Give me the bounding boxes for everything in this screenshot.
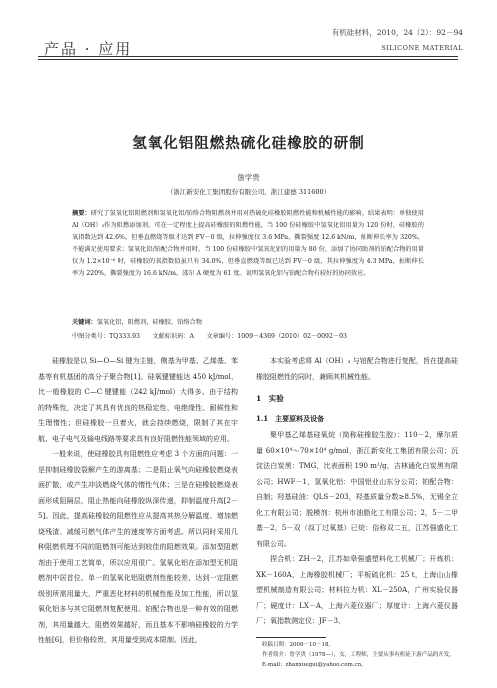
- abstract: [72, 208, 424, 280]
- article-number: 文章编号：1009－4369（2010）02－0092－03: [206, 333, 347, 340]
- abstract-label: 摘要：: [72, 210, 91, 217]
- keywords: [72, 317, 424, 326]
- journal-english-name: SILICONE MATERIAL: [381, 44, 463, 52]
- subsection-heading: 1.1 主要原料及设备: [256, 413, 325, 423]
- footnote-rule: [256, 637, 326, 638]
- section-tag: 产品 · 应用: [44, 40, 133, 58]
- section-heading: 1 实验: [256, 394, 284, 403]
- classification-line: [72, 331, 424, 340]
- footnote: [262, 640, 458, 670]
- received-date: 收稿日期：2009－10－18。: [262, 642, 334, 648]
- keywords-text: 氢氧化铝，阻燃剂，硅橡胶，铂络合物: [96, 319, 202, 326]
- body-paragraph: 硅橡胶是以 Si—O—Si 键为主链，侧基为甲基、乙烯基、苯基等有机基团的高分子聚合物[1]。硅氧键键能达 450 kJ/mol，比一般橡胶的 C—C 键键能（242 kJ/mol）大得多。由于结构的特殊性，决定了其具有优良的热稳定性、电绝缘性、耐候性和生理惰性；但硅橡胶一旦着火，就会持续燃烧，限制了其在宇航、电子电气及输电线路等要求具有良好阻燃性能领域的应用。: [38, 357, 238, 443]
- author: 詹学贵: [237, 173, 260, 182]
- body-paragraph: 捏合机：ZH－2，江苏如皋强盛塑料化工机械厂；开炼机：XK－160A，上海橡胶机械厂；平板硫化机：25 t，上海山山橡塑机械制造有限公司；材料拉力机：XL－250A，广州实验仪器厂；硬度计：LX－A，上海六菱仪器厂；厚度计：上海六菱仪器厂；氧指数测定仪：JF－3，: [256, 555, 458, 625]
- author-bio: 作者简介：詹学贵（1978—），女，工程师，主要从事有机硅下游产品的开发。E-mail：zhanxuegui@yahoo.com.cn。: [262, 652, 455, 668]
- affiliation: （浙江新安化工集团股份有限公司，浙江建德 311600）: [166, 188, 331, 196]
- paper-title: 氢氧化铝阻燃热硫化硅橡胶的研制: [132, 135, 365, 152]
- body-paragraph: 聚甲基乙烯基硅氧烷（简称硅橡胶生胶）：110－2，摩尔质量 60×10⁴～70×10⁴ g/mol，浙江新安化工集团有限公司；沉淀法白炭黑：TMG，比表面积 190 m²/g，吉林通化白炭黑有限公司；HWF－1，氢氧化铝：中国铝业山东分公司；铂配合物：自制；羟基硅油：QLS－203，羟基质量分数≥8.5%，无锡全立化工有限公司；脱模剂：杭州市油脂化工有限公司；2，5－二甲基－2，5－双（叔丁过氧基）已烷：俗称双二五，江苏强盛化工有限公司。: [256, 431, 458, 548]
- keywords-label: 关键词：: [72, 319, 97, 326]
- body-paragraph: 本实验考虑将 Al（OH）₃ 与铂配合物进行复配，旨在提高硅橡胶阻燃性的同时，兼顾其机械性能。: [256, 357, 458, 381]
- left-column: [38, 354, 238, 649]
- right-column: [256, 354, 458, 630]
- clc-number: 中图分类号：TQ333.93: [72, 333, 140, 340]
- document-code: 文献标识码：A: [152, 333, 194, 340]
- header-rule-thin: [38, 59, 458, 60]
- body-paragraph: 一般来说，使硅橡胶具有阻燃性应考虑 3 个方面的问题：一是抑制硅橡胶裂解产生的游离基；二是阻止氧气向硅橡胶燃烧表面扩散，或产生冲淡燃烧气体的惰性气体；三是在硅橡胶燃烧表面形成阻隔层，阻止热能向硅橡胶纵深传递，抑制温度升高[2－5]。因此，提高硅橡胶的阻燃性应从提高其热分解温度、增加燃烧残渣、减缓可燃气体产生的速度等方面考虑。所以同时采用几种阻燃机理不同的阻燃剂可能达到较佳的阻燃效果。添加型阻燃剂由于使用工艺简单，所以应用很广。氢氧化铝在添加型无机阻燃剂中居首位。单一的氢氧化铝阻燃剂性能较差，达到一定阻燃级别所需用量大，严重恶化材料的机械性能及加工性能，所以氢氧化铝多与其它阻燃剂复配使用。铂配合物也是一种有效的阻燃剂，其用量越大，阻燃效果越好，而且基本不影响硅橡胶的力学性能[6]，但价格较贵，其用量受到成本限制。因此，: [38, 450, 238, 644]
- abstract-text: 研究了氢氧化铝阻燃剂和氢氧化铝/铂络合物阻燃剂并用对热硫化硅橡胶阻燃性能和机械性能的影响。结果表明：单独使用 Al（OH）₃作为阻燃添加剂，可在一定程度上提高硅橡胶的阻燃性能，当 100 份硅橡胶中氢氧化铝用量为 120 份时，硅橡胶的氧指数达到 42.6%，但垂直燃烧等级才达到 FV－0 级，拉伸强度仅 3.6 MPa，撕裂强度 12.6 kN/m，扯断伸长率为 320%，不能满足使用要求；氢氧化铝/铂配合物并用时，当 100 份硅橡胶中氢氧化铝的用量为 80 份，添加了协同助剂的铂配合物的用量仅为 1.2×10⁻⁶ 时，硅橡胶的氧指数值虽只有 34.0%，但垂直燃烧等级已达到 FV－0 级，其拉伸强度为 4.3 MPa，扯断伸长率为 220%，撕裂强度为 16.6 kN/m，邵尔 A 硬度为 61 度。说明氢氧化铝与铂配合物有较好的协同效应。: [72, 210, 424, 277]
- journal-citation: 有机硅材料，2010，24（2）：92－94: [331, 28, 463, 37]
- header-rule: [38, 56, 458, 57]
